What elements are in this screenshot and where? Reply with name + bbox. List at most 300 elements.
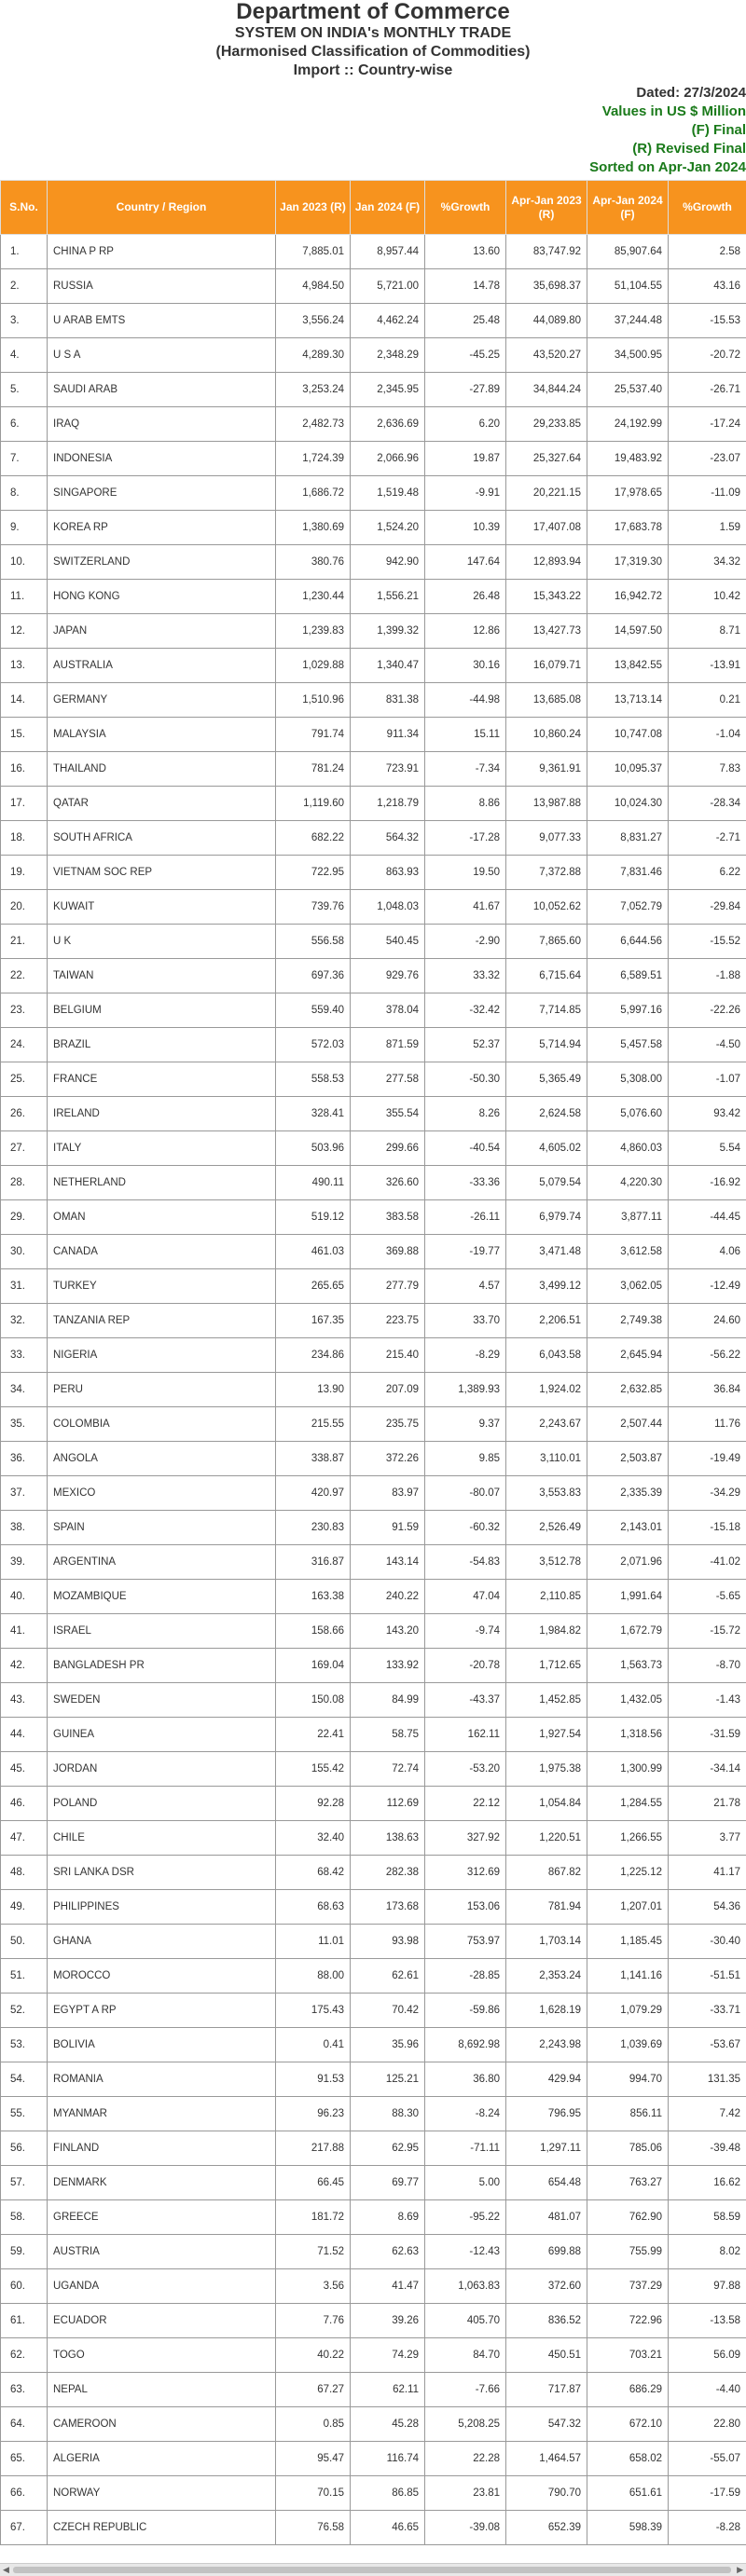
table-row bbox=[1, 1649, 746, 1683]
cell-jan-2023: 3.56 bbox=[276, 2269, 351, 2304]
cell-apr-jan-2024: 10,747.08 bbox=[587, 718, 669, 752]
cell-country: MOZAMBIQUE bbox=[48, 1580, 276, 1614]
cell-jan-2023: 461.03 bbox=[276, 1235, 351, 1269]
cell-growth-apr-jan: 0.21 bbox=[669, 683, 746, 718]
table-row bbox=[1, 1200, 746, 1235]
cell-apr-jan-2023: 790.70 bbox=[506, 2476, 587, 2511]
cell-jan-2024: 1,524.20 bbox=[351, 511, 425, 545]
cell-jan-2024: 383.58 bbox=[351, 1200, 425, 1235]
cell-country: CZECH REPUBLIC bbox=[48, 2511, 276, 2545]
cell-country: ALGERIA bbox=[48, 2442, 276, 2476]
cell-apr-jan-2024: 1,185.45 bbox=[587, 1925, 669, 1959]
cell-sno: 29. bbox=[1, 1200, 48, 1235]
cell-growth-jan: -7.34 bbox=[425, 752, 506, 787]
cell-jan-2024: 2,636.69 bbox=[351, 407, 425, 442]
cell-apr-jan-2024: 2,749.38 bbox=[587, 1304, 669, 1338]
cell-jan-2023: 175.43 bbox=[276, 1994, 351, 2028]
cell-jan-2023: 71.52 bbox=[276, 2235, 351, 2269]
cell-jan-2023: 1,119.60 bbox=[276, 787, 351, 821]
cell-growth-apr-jan: -23.07 bbox=[669, 442, 746, 476]
cell-apr-jan-2024: 5,997.16 bbox=[587, 993, 669, 1028]
cell-jan-2023: 338.87 bbox=[276, 1442, 351, 1476]
cell-jan-2024: 143.20 bbox=[351, 1614, 425, 1649]
cell-growth-apr-jan: 7.42 bbox=[669, 2097, 746, 2131]
cell-country: GHANA bbox=[48, 1925, 276, 1959]
cell-jan-2023: 722.95 bbox=[276, 856, 351, 890]
cell-jan-2024: 125.21 bbox=[351, 2062, 425, 2097]
table-row bbox=[1, 1476, 746, 1511]
cell-apr-jan-2023: 3,471.48 bbox=[506, 1235, 587, 1269]
cell-growth-apr-jan: -31.59 bbox=[669, 1718, 746, 1752]
cell-jan-2024: 372.26 bbox=[351, 1442, 425, 1476]
cell-growth-apr-jan: -1.43 bbox=[669, 1683, 746, 1718]
cell-jan-2023: 1,686.72 bbox=[276, 476, 351, 511]
cell-apr-jan-2024: 994.70 bbox=[587, 2062, 669, 2097]
cell-jan-2023: 380.76 bbox=[276, 545, 351, 580]
cell-growth-apr-jan: -44.45 bbox=[669, 1200, 746, 1235]
cell-growth-jan: -7.66 bbox=[425, 2373, 506, 2407]
cell-growth-jan: -33.36 bbox=[425, 1166, 506, 1200]
cell-sno: 52. bbox=[1, 1994, 48, 2028]
scrollbar-thumb[interactable] bbox=[13, 2567, 731, 2573]
cell-jan-2023: 739.76 bbox=[276, 890, 351, 925]
cell-apr-jan-2023: 1,464.57 bbox=[506, 2442, 587, 2476]
cell-jan-2023: 3,556.24 bbox=[276, 304, 351, 338]
cell-apr-jan-2023: 7,865.60 bbox=[506, 925, 587, 959]
cell-growth-jan: 147.64 bbox=[425, 545, 506, 580]
table-row bbox=[1, 2097, 746, 2131]
table-body bbox=[1, 235, 746, 2545]
cell-growth-jan: -44.98 bbox=[425, 683, 506, 718]
cell-jan-2024: 84.99 bbox=[351, 1683, 425, 1718]
cell-growth-apr-jan: 11.76 bbox=[669, 1407, 746, 1442]
scroll-left-icon[interactable]: ◀ bbox=[3, 2565, 9, 2575]
cell-jan-2023: 70.15 bbox=[276, 2476, 351, 2511]
cell-growth-apr-jan: 5.54 bbox=[669, 1131, 746, 1166]
cell-jan-2023: 67.27 bbox=[276, 2373, 351, 2407]
table-row bbox=[1, 614, 746, 649]
cell-jan-2024: 62.95 bbox=[351, 2131, 425, 2166]
cell-growth-jan: 13.60 bbox=[425, 235, 506, 269]
cell-sno: 34. bbox=[1, 1373, 48, 1407]
cell-sno: 55. bbox=[1, 2097, 48, 2131]
table-row bbox=[1, 2028, 746, 2062]
cell-sno: 16. bbox=[1, 752, 48, 787]
cell-apr-jan-2024: 34,500.95 bbox=[587, 338, 669, 373]
dated-label: Dated: 27/3/2024 bbox=[0, 84, 746, 103]
cell-apr-jan-2023: 1,712.65 bbox=[506, 1649, 587, 1683]
cell-apr-jan-2023: 35,698.37 bbox=[506, 269, 587, 304]
cell-country: ANGOLA bbox=[48, 1442, 276, 1476]
cell-growth-apr-jan: -11.09 bbox=[669, 476, 746, 511]
cell-jan-2024: 1,048.03 bbox=[351, 890, 425, 925]
table-row bbox=[1, 1235, 746, 1269]
cell-growth-apr-jan: -26.71 bbox=[669, 373, 746, 407]
cell-apr-jan-2023: 2,624.58 bbox=[506, 1097, 587, 1131]
cell-apr-jan-2024: 651.61 bbox=[587, 2476, 669, 2511]
cell-sno: 1. bbox=[1, 235, 48, 269]
cell-country: NORWAY bbox=[48, 2476, 276, 2511]
cell-jan-2023: 22.41 bbox=[276, 1718, 351, 1752]
cell-sno: 41. bbox=[1, 1614, 48, 1649]
cell-jan-2024: 116.74 bbox=[351, 2442, 425, 2476]
cell-apr-jan-2024: 1,300.99 bbox=[587, 1752, 669, 1787]
cell-sno: 4. bbox=[1, 338, 48, 373]
table-row bbox=[1, 959, 746, 993]
cell-jan-2023: 11.01 bbox=[276, 1925, 351, 1959]
horizontal-scrollbar[interactable] bbox=[0, 2563, 746, 2576]
table-row bbox=[1, 1787, 746, 1821]
cell-apr-jan-2023: 1,297.11 bbox=[506, 2131, 587, 2166]
cell-apr-jan-2024: 5,308.00 bbox=[587, 1062, 669, 1097]
cell-growth-jan: 22.12 bbox=[425, 1787, 506, 1821]
cell-country: GERMANY bbox=[48, 683, 276, 718]
table-row bbox=[1, 1959, 746, 1994]
cell-growth-jan: -20.78 bbox=[425, 1649, 506, 1683]
table-row bbox=[1, 683, 746, 718]
cell-country: NIGERIA bbox=[48, 1338, 276, 1373]
col-jan-2023[interactable]: Jan 2023 (R) bbox=[276, 181, 351, 235]
cell-jan-2024: 93.98 bbox=[351, 1925, 425, 1959]
cell-country: SRI LANKA DSR bbox=[48, 1856, 276, 1890]
cell-sno: 45. bbox=[1, 1752, 48, 1787]
cell-growth-apr-jan: 131.35 bbox=[669, 2062, 746, 2097]
cell-country: UGANDA bbox=[48, 2269, 276, 2304]
cell-sno: 23. bbox=[1, 993, 48, 1028]
cell-apr-jan-2024: 2,071.96 bbox=[587, 1545, 669, 1580]
table-row bbox=[1, 2407, 746, 2442]
cell-growth-apr-jan: -8.28 bbox=[669, 2511, 746, 2545]
cell-country: BOLIVIA bbox=[48, 2028, 276, 2062]
cell-apr-jan-2023: 9,077.33 bbox=[506, 821, 587, 856]
cell-apr-jan-2023: 1,054.84 bbox=[506, 1787, 587, 1821]
cell-apr-jan-2023: 6,979.74 bbox=[506, 1200, 587, 1235]
cell-growth-jan: -28.85 bbox=[425, 1959, 506, 1994]
cell-sno: 7. bbox=[1, 442, 48, 476]
cell-apr-jan-2023: 1,975.38 bbox=[506, 1752, 587, 1787]
cell-growth-jan: 312.69 bbox=[425, 1856, 506, 1890]
cell-growth-apr-jan: -34.14 bbox=[669, 1752, 746, 1787]
cell-jan-2024: 942.90 bbox=[351, 545, 425, 580]
cell-country: CANADA bbox=[48, 1235, 276, 1269]
cell-growth-jan: 14.78 bbox=[425, 269, 506, 304]
cell-apr-jan-2024: 13,713.14 bbox=[587, 683, 669, 718]
cell-jan-2024: 62.61 bbox=[351, 1959, 425, 1994]
cell-apr-jan-2023: 450.51 bbox=[506, 2338, 587, 2373]
table-row bbox=[1, 2373, 746, 2407]
cell-jan-2023: 316.87 bbox=[276, 1545, 351, 1580]
cell-jan-2023: 68.42 bbox=[276, 1856, 351, 1890]
cell-growth-apr-jan: 41.17 bbox=[669, 1856, 746, 1890]
cell-growth-apr-jan: 8.71 bbox=[669, 614, 746, 649]
cell-apr-jan-2023: 3,110.01 bbox=[506, 1442, 587, 1476]
cell-apr-jan-2024: 737.29 bbox=[587, 2269, 669, 2304]
table-row bbox=[1, 1683, 746, 1718]
cell-apr-jan-2023: 3,553.83 bbox=[506, 1476, 587, 1511]
table-row bbox=[1, 925, 746, 959]
cell-jan-2023: 13.90 bbox=[276, 1373, 351, 1407]
cell-apr-jan-2023: 1,628.19 bbox=[506, 1994, 587, 2028]
cell-jan-2024: 223.75 bbox=[351, 1304, 425, 1338]
cell-growth-apr-jan: -34.29 bbox=[669, 1476, 746, 1511]
cell-growth-jan: -54.83 bbox=[425, 1545, 506, 1580]
cell-growth-jan: -32.42 bbox=[425, 993, 506, 1028]
col-apr-jan-2024[interactable]: Apr-Jan 2024 (F) bbox=[587, 181, 669, 235]
cell-growth-jan: 15.11 bbox=[425, 718, 506, 752]
cell-jan-2024: 1,556.21 bbox=[351, 580, 425, 614]
col-sno[interactable]: S.No. bbox=[1, 181, 48, 235]
cell-growth-apr-jan: -41.02 bbox=[669, 1545, 746, 1580]
cell-growth-apr-jan: 43.16 bbox=[669, 269, 746, 304]
cell-jan-2023: 215.55 bbox=[276, 1407, 351, 1442]
cell-growth-apr-jan: 2.58 bbox=[669, 235, 746, 269]
cell-jan-2024: 138.63 bbox=[351, 1821, 425, 1856]
cell-jan-2023: 572.03 bbox=[276, 1028, 351, 1062]
cell-jan-2023: 503.96 bbox=[276, 1131, 351, 1166]
cell-jan-2023: 167.35 bbox=[276, 1304, 351, 1338]
cell-apr-jan-2024: 1,318.56 bbox=[587, 1718, 669, 1752]
cell-growth-apr-jan: -15.52 bbox=[669, 925, 746, 959]
cell-growth-jan: 19.50 bbox=[425, 856, 506, 890]
cell-apr-jan-2024: 1,079.29 bbox=[587, 1994, 669, 2028]
cell-sno: 46. bbox=[1, 1787, 48, 1821]
cell-apr-jan-2024: 1,207.01 bbox=[587, 1890, 669, 1925]
cell-apr-jan-2024: 5,076.60 bbox=[587, 1097, 669, 1131]
cell-jan-2024: 5,721.00 bbox=[351, 269, 425, 304]
cell-apr-jan-2023: 16,079.71 bbox=[506, 649, 587, 683]
cell-growth-jan: -40.54 bbox=[425, 1131, 506, 1166]
cell-growth-jan: 23.81 bbox=[425, 2476, 506, 2511]
cell-jan-2024: 282.38 bbox=[351, 1856, 425, 1890]
cell-growth-apr-jan: -29.84 bbox=[669, 890, 746, 925]
cell-growth-apr-jan: 58.59 bbox=[669, 2200, 746, 2235]
cell-sno: 15. bbox=[1, 718, 48, 752]
cell-country: THAILAND bbox=[48, 752, 276, 787]
cell-apr-jan-2024: 6,644.56 bbox=[587, 925, 669, 959]
cell-apr-jan-2023: 6,043.58 bbox=[506, 1338, 587, 1373]
cell-apr-jan-2024: 1,225.12 bbox=[587, 1856, 669, 1890]
cell-growth-jan: -95.22 bbox=[425, 2200, 506, 2235]
cell-jan-2024: 58.75 bbox=[351, 1718, 425, 1752]
cell-jan-2024: 215.40 bbox=[351, 1338, 425, 1373]
cell-growth-jan: 162.11 bbox=[425, 1718, 506, 1752]
report-type: Import :: Country-wise bbox=[0, 62, 746, 80]
cell-country: VIETNAM SOC REP bbox=[48, 856, 276, 890]
cell-apr-jan-2024: 2,335.39 bbox=[587, 1476, 669, 1511]
cell-growth-apr-jan: 3.77 bbox=[669, 1821, 746, 1856]
cell-jan-2023: 95.47 bbox=[276, 2442, 351, 2476]
cell-apr-jan-2024: 7,831.46 bbox=[587, 856, 669, 890]
cell-jan-2024: 143.14 bbox=[351, 1545, 425, 1580]
cell-jan-2023: 155.42 bbox=[276, 1752, 351, 1787]
table-row bbox=[1, 2235, 746, 2269]
cell-growth-jan: -50.30 bbox=[425, 1062, 506, 1097]
table-row bbox=[1, 2062, 746, 2097]
cell-growth-apr-jan: -17.24 bbox=[669, 407, 746, 442]
cell-apr-jan-2024: 14,597.50 bbox=[587, 614, 669, 649]
cell-jan-2024: 1,399.32 bbox=[351, 614, 425, 649]
cell-growth-jan: -26.11 bbox=[425, 1200, 506, 1235]
col-growth-jan[interactable]: %Growth bbox=[425, 181, 506, 235]
cell-growth-jan: -80.07 bbox=[425, 1476, 506, 1511]
cell-sno: 64. bbox=[1, 2407, 48, 2442]
cell-sno: 61. bbox=[1, 2304, 48, 2338]
cell-apr-jan-2023: 5,079.54 bbox=[506, 1166, 587, 1200]
table-header-row bbox=[1, 181, 746, 235]
cell-jan-2024: 45.28 bbox=[351, 2407, 425, 2442]
cell-sno: 54. bbox=[1, 2062, 48, 2097]
report-meta bbox=[0, 84, 746, 177]
cell-sno: 19. bbox=[1, 856, 48, 890]
cell-growth-jan: 9.37 bbox=[425, 1407, 506, 1442]
cell-country: AUSTRALIA bbox=[48, 649, 276, 683]
cell-growth-jan: -17.28 bbox=[425, 821, 506, 856]
cell-growth-jan: -43.37 bbox=[425, 1683, 506, 1718]
cell-growth-jan: 30.16 bbox=[425, 649, 506, 683]
cell-jan-2023: 163.38 bbox=[276, 1580, 351, 1614]
cell-growth-jan: 33.32 bbox=[425, 959, 506, 993]
table-row bbox=[1, 1407, 746, 1442]
col-jan-2024[interactable]: Jan 2024 (F) bbox=[351, 181, 425, 235]
cell-apr-jan-2024: 24,192.99 bbox=[587, 407, 669, 442]
cell-growth-apr-jan: -51.51 bbox=[669, 1959, 746, 1994]
cell-jan-2023: 558.53 bbox=[276, 1062, 351, 1097]
table-row bbox=[1, 2269, 746, 2304]
cell-apr-jan-2024: 672.10 bbox=[587, 2407, 669, 2442]
cell-growth-jan: 12.86 bbox=[425, 614, 506, 649]
cell-apr-jan-2023: 13,427.73 bbox=[506, 614, 587, 649]
table-row bbox=[1, 2442, 746, 2476]
cell-country: BANGLADESH PR bbox=[48, 1649, 276, 1683]
cell-apr-jan-2024: 2,503.87 bbox=[587, 1442, 669, 1476]
cell-apr-jan-2024: 1,039.69 bbox=[587, 2028, 669, 2062]
cell-jan-2024: 2,066.96 bbox=[351, 442, 425, 476]
cell-apr-jan-2023: 547.32 bbox=[506, 2407, 587, 2442]
cell-country: SPAIN bbox=[48, 1511, 276, 1545]
cell-country: ARGENTINA bbox=[48, 1545, 276, 1580]
cell-apr-jan-2024: 762.90 bbox=[587, 2200, 669, 2235]
cell-country: HONG KONG bbox=[48, 580, 276, 614]
cell-jan-2023: 556.58 bbox=[276, 925, 351, 959]
cell-sno: 67. bbox=[1, 2511, 48, 2545]
table-row bbox=[1, 1062, 746, 1097]
table-row bbox=[1, 1166, 746, 1200]
cell-jan-2023: 4,289.30 bbox=[276, 338, 351, 373]
cell-growth-jan: 84.70 bbox=[425, 2338, 506, 2373]
cell-sno: 28. bbox=[1, 1166, 48, 1200]
cell-jan-2024: 173.68 bbox=[351, 1890, 425, 1925]
cell-sno: 30. bbox=[1, 1235, 48, 1269]
cell-apr-jan-2023: 29,233.85 bbox=[506, 407, 587, 442]
cell-apr-jan-2023: 1,703.14 bbox=[506, 1925, 587, 1959]
table-row bbox=[1, 1580, 746, 1614]
cell-jan-2024: 86.85 bbox=[351, 2476, 425, 2511]
cell-apr-jan-2024: 1,563.73 bbox=[587, 1649, 669, 1683]
cell-sno: 53. bbox=[1, 2028, 48, 2062]
cell-country: ECUADOR bbox=[48, 2304, 276, 2338]
cell-jan-2023: 7,885.01 bbox=[276, 235, 351, 269]
cell-country: MEXICO bbox=[48, 1476, 276, 1511]
cell-jan-2024: 235.75 bbox=[351, 1407, 425, 1442]
cell-jan-2023: 1,724.39 bbox=[276, 442, 351, 476]
cell-apr-jan-2024: 8,831.27 bbox=[587, 821, 669, 856]
scroll-right-icon[interactable]: ▶ bbox=[737, 2565, 743, 2575]
cell-country: EGYPT A RP bbox=[48, 1994, 276, 2028]
table-row bbox=[1, 1890, 746, 1925]
cell-country: INDONESIA bbox=[48, 442, 276, 476]
cell-growth-apr-jan: -8.70 bbox=[669, 1649, 746, 1683]
table-row bbox=[1, 304, 746, 338]
cell-jan-2024: 62.11 bbox=[351, 2373, 425, 2407]
cell-growth-jan: 5,208.25 bbox=[425, 2407, 506, 2442]
table-row bbox=[1, 2131, 746, 2166]
table-row bbox=[1, 1511, 746, 1545]
cell-growth-jan: 33.70 bbox=[425, 1304, 506, 1338]
cell-apr-jan-2023: 3,512.78 bbox=[506, 1545, 587, 1580]
cell-country: MYANMAR bbox=[48, 2097, 276, 2131]
table-row bbox=[1, 442, 746, 476]
table-row bbox=[1, 580, 746, 614]
col-country[interactable]: Country / Region bbox=[48, 181, 276, 235]
table-row bbox=[1, 1994, 746, 2028]
cell-country: U ARAB EMTS bbox=[48, 304, 276, 338]
cell-jan-2024: 207.09 bbox=[351, 1373, 425, 1407]
cell-jan-2024: 831.38 bbox=[351, 683, 425, 718]
cell-growth-apr-jan: -39.48 bbox=[669, 2131, 746, 2166]
cell-growth-apr-jan: -13.58 bbox=[669, 2304, 746, 2338]
cell-country: MOROCCO bbox=[48, 1959, 276, 1994]
cell-jan-2023: 181.72 bbox=[276, 2200, 351, 2235]
cell-sno: 48. bbox=[1, 1856, 48, 1890]
table-row bbox=[1, 545, 746, 580]
cell-jan-2023: 150.08 bbox=[276, 1683, 351, 1718]
cell-apr-jan-2024: 785.06 bbox=[587, 2131, 669, 2166]
cell-country: CHINA P RP bbox=[48, 235, 276, 269]
cell-growth-apr-jan: -22.26 bbox=[669, 993, 746, 1028]
cell-jan-2024: 72.74 bbox=[351, 1752, 425, 1787]
table-row bbox=[1, 1856, 746, 1890]
cell-growth-apr-jan: -13.91 bbox=[669, 649, 746, 683]
table-row bbox=[1, 1304, 746, 1338]
cell-apr-jan-2024: 13,842.55 bbox=[587, 649, 669, 683]
cell-jan-2023: 68.63 bbox=[276, 1890, 351, 1925]
cell-growth-apr-jan: 34.32 bbox=[669, 545, 746, 580]
col-growth-apr-jan[interactable]: %Growth bbox=[669, 181, 746, 235]
cell-sno: 32. bbox=[1, 1304, 48, 1338]
cell-growth-apr-jan: -56.22 bbox=[669, 1338, 746, 1373]
cell-jan-2023: 2,482.73 bbox=[276, 407, 351, 442]
cell-sno: 9. bbox=[1, 511, 48, 545]
cell-jan-2024: 8,957.44 bbox=[351, 235, 425, 269]
cell-apr-jan-2024: 85,907.64 bbox=[587, 235, 669, 269]
cell-apr-jan-2024: 5,457.58 bbox=[587, 1028, 669, 1062]
cell-country: FRANCE bbox=[48, 1062, 276, 1097]
cell-sno: 31. bbox=[1, 1269, 48, 1304]
table-row bbox=[1, 1545, 746, 1580]
col-apr-jan-2023[interactable]: Apr-Jan 2023 (R) bbox=[506, 181, 587, 235]
cell-growth-apr-jan: -55.07 bbox=[669, 2442, 746, 2476]
cell-jan-2023: 91.53 bbox=[276, 2062, 351, 2097]
cell-growth-jan: -8.24 bbox=[425, 2097, 506, 2131]
cell-growth-jan: 8,692.98 bbox=[425, 2028, 506, 2062]
cell-country: AUSTRIA bbox=[48, 2235, 276, 2269]
cell-apr-jan-2023: 5,365.49 bbox=[506, 1062, 587, 1097]
cell-jan-2023: 791.74 bbox=[276, 718, 351, 752]
cell-jan-2023: 519.12 bbox=[276, 1200, 351, 1235]
cell-sno: 21. bbox=[1, 925, 48, 959]
cell-growth-jan: 36.80 bbox=[425, 2062, 506, 2097]
cell-apr-jan-2023: 7,372.88 bbox=[506, 856, 587, 890]
